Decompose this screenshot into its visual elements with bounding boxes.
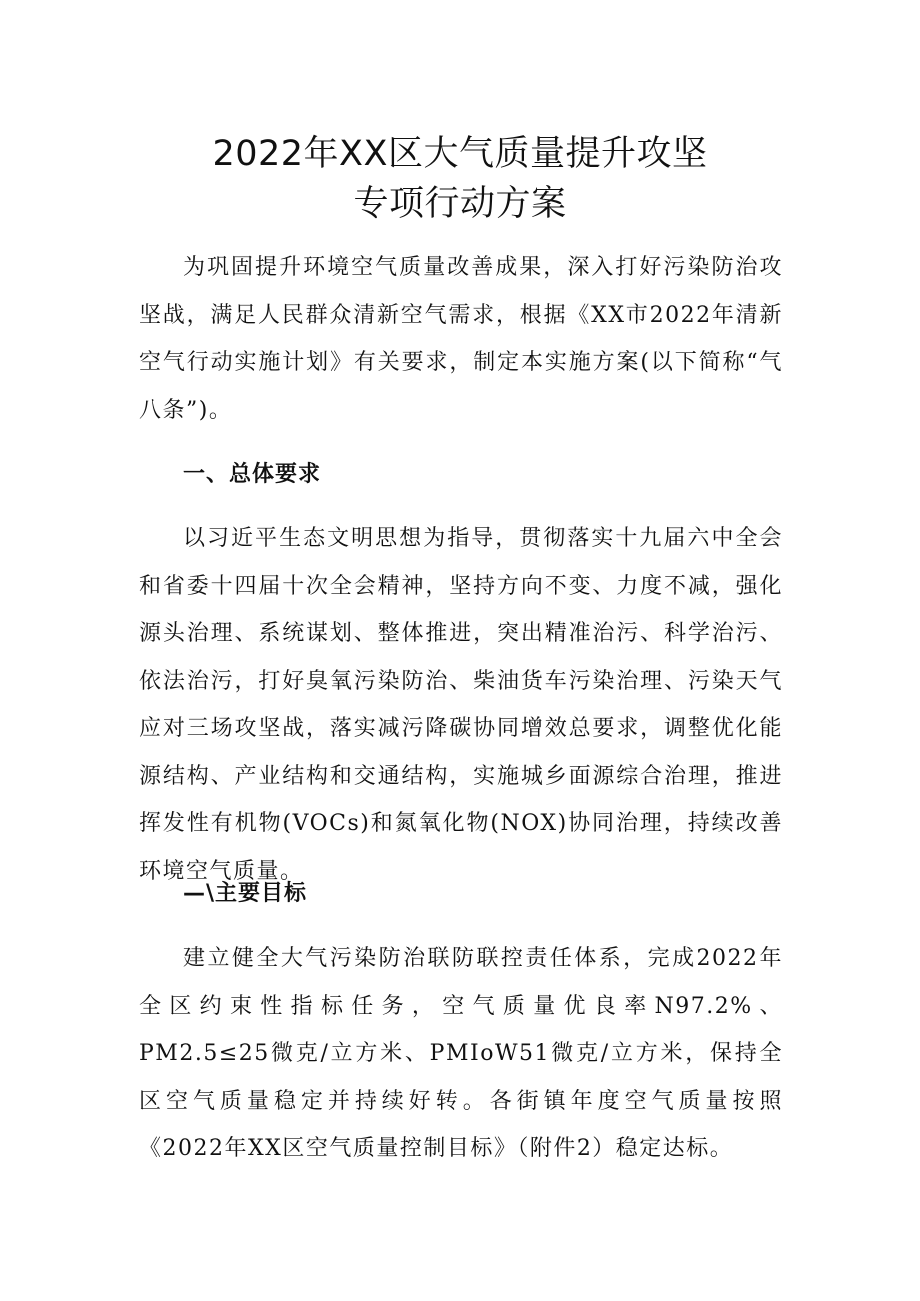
document-title-line-1: 2022年XX区大气质量提升攻坚 [212, 134, 708, 174]
section-1-heading: 一、总体要求 [183, 462, 322, 487]
section-2-paragraph: 建立健全大气污染防治联防联控责任体系，完成2022年全区约束性指标任务，空气质量优良率N97.2%、PM2.5≤25微克/立方米、PMIoW51微克/立方米，保持全区空气质量稳定并持续好转。各街镇年度空气质量按照《2022年XX区空气质量控制目标》（附件2）稳定达标。 [139, 946, 783, 1161]
section-2-heading: —\主要目标 [183, 881, 308, 906]
intro-paragraph: 为巩固提升环境空气质量改善成果，深入打好污染防治攻坚战，满足人民群众清新空气需求，根据《XX市2022年清新空气行动实施计划》有关要求，制定本实施方案(以下简称“气八条”)。 [139, 255, 783, 423]
section-1-paragraph: 以习近平生态文明思想为指导，贯彻落实十九届六中全会和省委十四届十次全会精神，坚持方向不变、力度不减，强化源头治理、系统谋划、整体推进，突出精准治污、科学治污、依法治污，打好臭氧污染防治、柴油货车污染治理、污染天气应对三场攻坚战，落实减污降碳协同增效总要求，调整优化能源结构、产业结构和交通结构，实施城乡面源综合治理，推进挥发性有机物(VOCs)和氮氧化物(NOX)协同治理，持续改善环境空气质量。 [139, 526, 783, 884]
document-title-line-2: 专项行动方案 [353, 184, 567, 224]
